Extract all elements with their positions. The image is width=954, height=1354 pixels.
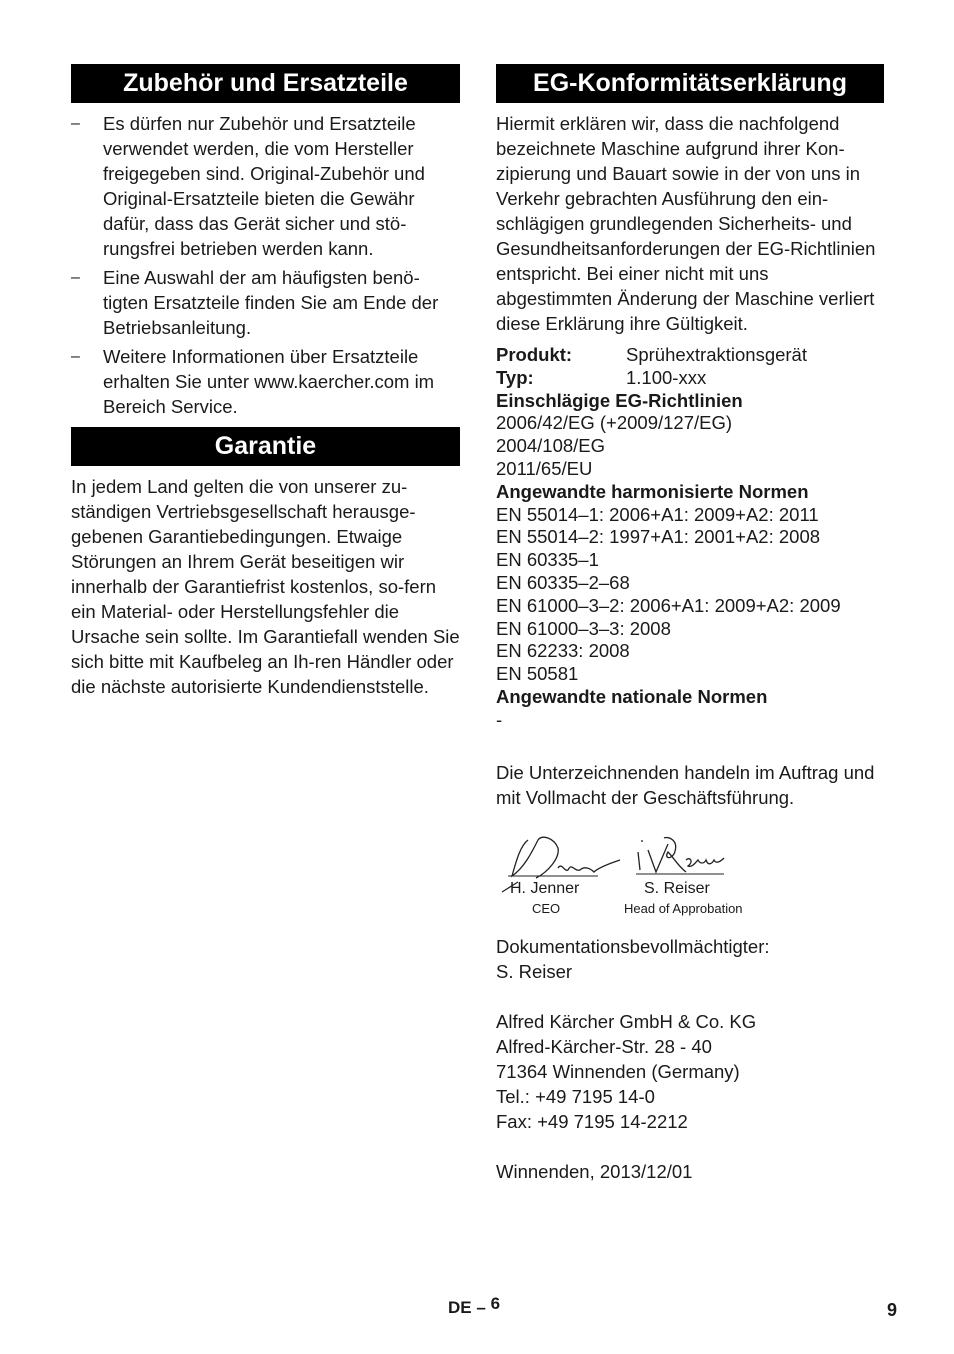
signature-block (496, 832, 884, 922)
national-value: - (496, 708, 503, 730)
list-item: – Es dürfen nur Zubehör und Ersatzteile verwendet werden, die vom Hersteller freigegeben sind. Original-Zubehör und Original-Ersatzteile bieten die Gewähr dafür, dass das Gerät sicher und stö-rungsfrei betrieben werden kann. (71, 113, 425, 259)
dok-name: S. Reiser (496, 960, 573, 982)
list-item: – Eine Auswahl der am häufigsten benö-tigten Ersatzteile finden Sie am Ende der Betriebsanleitung. (71, 267, 439, 338)
national-title: Angewandte nationale Normen (496, 685, 768, 707)
address-block (496, 1009, 884, 1134)
right-column (496, 64, 884, 1184)
signer-1-role: CEO (532, 900, 561, 916)
left-column (71, 64, 460, 699)
list-item: EN 55014–1: 2006+A1: 2009+A2: 2011 (496, 503, 819, 525)
zubehoer-list (71, 111, 460, 419)
signer-2-role: Head of Approbation (624, 900, 743, 916)
list-item: EN 60335–2–68 (496, 571, 630, 593)
address-line: Tel.: +49 7195 14-0 (496, 1085, 655, 1107)
address-line: Alfred Kärcher GmbH & Co. KG (496, 1010, 757, 1032)
list-item: 2006/42/EG (+2009/127/EG) (496, 412, 733, 434)
product-info (496, 344, 884, 732)
typ-row: Typ: 1.100-xxx (496, 366, 707, 388)
normen-title: Angewandte harmonisierte Normen (496, 480, 809, 502)
list-item: EN 61000–3–3: 2008 (496, 617, 671, 639)
list-item: 2011/65/EU (496, 457, 593, 479)
date-line: Winnenden, 2013/12/01 (496, 1160, 693, 1182)
signer-2-name: S. Reiser (644, 879, 710, 897)
address-line: Fax: +49 7195 14-2212 (496, 1110, 688, 1132)
produkt-row: Produkt: Sprühextraktionsgerät (496, 344, 807, 365)
page-number: 9 (887, 1300, 898, 1320)
garantie-text: In jedem Land gelten die von unserer zu-ständigen Vertriebsgesellschaft herausge-gebenen Garantiebedingungen. Etwaige Störungen an Ihrem Gerät beseitigen wir innerhalb der Garantiefrist kostenlos, so-fern ein Material- oder Herstellungsfehler die Ursache sein sollte. Im Garantiefall wenden Sie sich bitte mit Kaufbeleg an Ih-ren Händler oder die nächste autorisierte Kundendienststelle. (71, 476, 460, 697)
dok-label: Dokumentationsbevollmächtigter: (496, 935, 770, 957)
address-line: 71364 Winnenden (Germany) (496, 1060, 740, 1082)
list-item: – Weitere Informationen über Ersatzteile erhalten Sie unter www.kaercher.com im Bereich Service. (71, 346, 435, 417)
list-item: EN 50581 (496, 663, 579, 685)
section-title-konformitaet: EG-Konformitätserklärung (496, 64, 884, 103)
signature-reiser (634, 834, 734, 884)
signatory-text: Die Unterzeichnenden handeln im Auftrag und mit Vollmacht der Geschäftsführung. (496, 761, 875, 808)
address-line: Alfred-Kärcher-Str. 28 - 40 (496, 1035, 712, 1057)
list-item: EN 61000–3–2: 2006+A1: 2009+A2: 2009 (496, 594, 841, 616)
list-item: EN 55014–2: 1997+A1: 2001+A2: 2008 (496, 526, 821, 548)
konformitaet-intro: Hiermit erklären wir, dass die nachfolgend bezeichnete Maschine aufgrund ihrer Kon-zipierung und Bauart sowie in der von uns in Verkehr gebrachten Ausführung den ein-schlägigen grundlegenden Sicherheits- und Gesundheitsanforderungen der EG-Richtlinien entspricht. Bei einer nicht mit uns abgestimmten Änderung der Maschine verliert diese Erklärung ihre Gültigkeit. (496, 113, 876, 334)
richtlinien-title: Einschlägige EG-Richtlinien (496, 389, 743, 411)
list-item: 2004/108/EG (496, 435, 606, 457)
signer-1-name: H. Jenner (510, 879, 580, 897)
section-title-garantie: Garantie (71, 427, 460, 466)
list-item: EN 60335–1 (496, 549, 599, 571)
section-title-zubehoer: Zubehör und Ersatzteile (71, 64, 460, 103)
footer-section-label: DE – 6 (448, 1294, 501, 1317)
list-item: EN 62233: 2008 (496, 640, 630, 662)
